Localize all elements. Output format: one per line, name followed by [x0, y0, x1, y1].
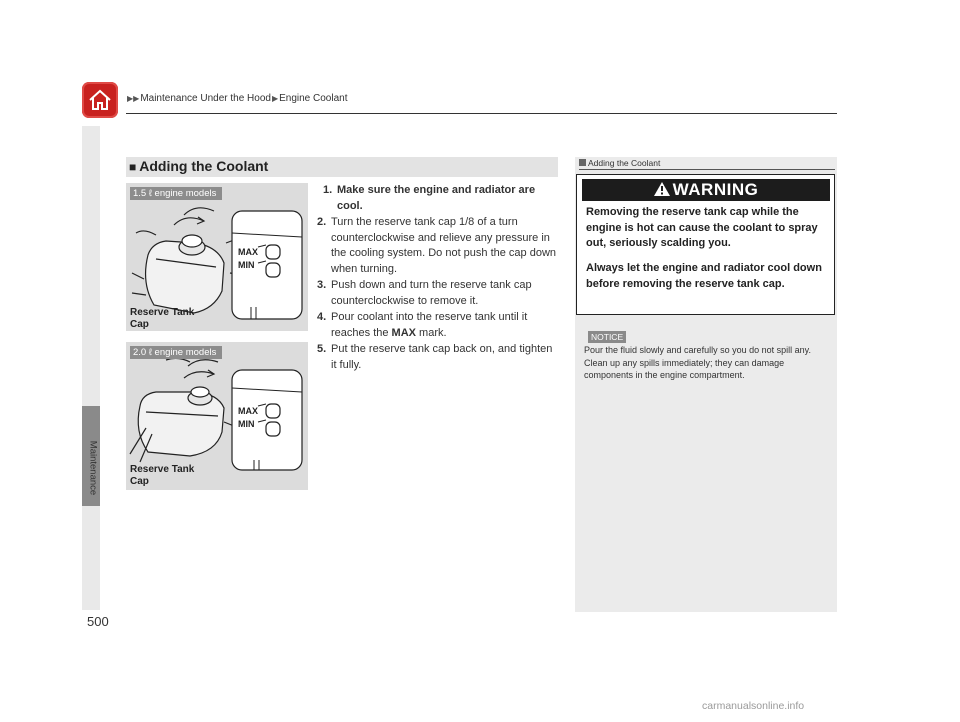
breadcrumb-separator-icon: ▶ [271, 94, 279, 103]
step-text-after: mark. [416, 326, 447, 339]
header-divider [126, 113, 837, 114]
notice-badge: NOTICE [588, 331, 626, 343]
figure-2-0l-engine [126, 342, 308, 490]
warning-heading [582, 179, 830, 201]
breadcrumb-link-engine-coolant[interactable]: Engine Coolant [279, 93, 348, 104]
step-text-before: Pour coolant into the reserve tank until it reaches the [331, 311, 528, 339]
step-5 [317, 342, 557, 373]
page-number: 500 [87, 614, 109, 629]
warning-paragraph-2: Always let the engine and radiator cool down before removing the reserve tank cap. [586, 262, 822, 290]
sidebar-divider [579, 169, 835, 170]
min-mark-label: MIN [238, 260, 255, 270]
min-mark-label: MIN [238, 419, 255, 429]
step-2 [317, 215, 557, 277]
section-title [129, 158, 268, 174]
warning-heading-text: WARNING [672, 180, 759, 199]
figure-1-5l-engine [126, 183, 308, 331]
side-tab-upper [82, 126, 100, 406]
figure-caption-line2: Cap [130, 319, 149, 330]
step-1 [317, 183, 557, 214]
step-text: Make sure the engine and radiator are cool. [337, 184, 536, 212]
step-number: 4. [317, 311, 327, 323]
home-button[interactable] [82, 82, 118, 118]
step-3 [317, 278, 557, 309]
step-text: Turn the reserve tank cap 1/8 of a turn counterclockwise and relieve any pressure in the cooling system. Do not push the cap down when turning. [331, 216, 557, 275]
step-number: 5. [317, 343, 327, 355]
home-icon [88, 88, 112, 112]
step-number: 1. [323, 184, 333, 196]
step-text-max: MAX [391, 326, 416, 339]
sidebar-title-text: Adding the Coolant [588, 158, 661, 168]
figure-tag: 1.5 ℓ engine models [130, 187, 222, 200]
step-4 [317, 310, 557, 341]
figure-tag: 2.0 ℓ engine models [130, 346, 222, 359]
breadcrumb [126, 93, 348, 104]
notice-text: Pour the fluid slowly and carefully so you do not spill any. Clean up any spills immediately; they can damage components in the engine compartment. [584, 345, 811, 380]
sidebar-title [579, 158, 660, 168]
step-number: 3. [317, 279, 327, 291]
procedure-steps [317, 183, 557, 374]
warning-box [576, 174, 835, 315]
figure-caption-line1: Reserve Tank [130, 464, 195, 475]
breadcrumb-marker: ▶▶ [127, 94, 140, 103]
figure-caption-line1: Reserve Tank [130, 307, 195, 318]
step-text: Push down and turn the reserve tank cap counterclockwise to remove it. [331, 279, 532, 307]
watermark: carmanualsonline.info [702, 700, 805, 712]
step-number: 2. [317, 216, 327, 228]
warning-icon [654, 179, 670, 201]
section-marker: ■ [129, 160, 137, 174]
max-mark-label: MAX [238, 247, 258, 257]
max-mark-label: MAX [238, 406, 258, 416]
side-tab-lower [82, 506, 100, 610]
step-text: Put the reserve tank cap back on, and tighten it fully. [331, 343, 553, 371]
warning-paragraph-1: Removing the reserve tank cap while the engine is hot can cause the coolant to spray out, seriously scalding you. [586, 206, 818, 249]
figure-caption-line2: Cap [130, 476, 149, 487]
breadcrumb-link-maintenance-under-hood[interactable]: Maintenance Under the Hood [140, 93, 271, 104]
section-title-text: Adding the Coolant [139, 158, 269, 174]
reference-icon [579, 159, 586, 166]
side-tab-label: Maintenance [87, 440, 99, 496]
